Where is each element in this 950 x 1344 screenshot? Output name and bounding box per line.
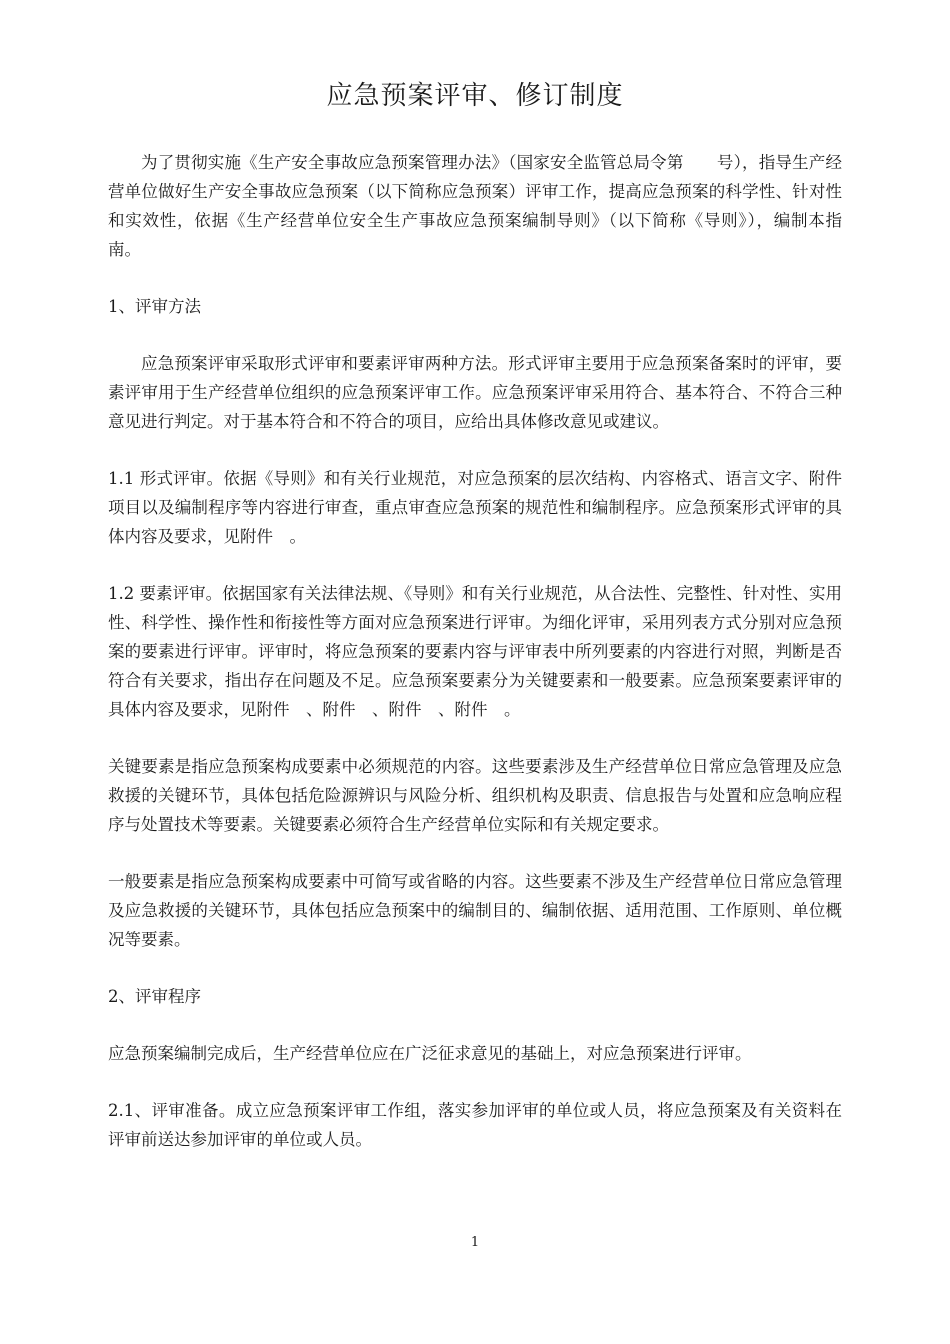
review-procedure-paragraph: 应急预案编制完成后，生产经营单位应在广泛征求意见的基础上，对应急预案进行评审。	[108, 1044, 752, 1063]
general-elements-paragraph: 一般要素是指应急预案构成要素中可简写或省略的内容。这些要素不涉及生产经营单位日常应急管理及应急救援的关键环节，具体包括应急预案中的编制目的、编制依据、适用范围、工作原则、单位概况等要素。	[108, 872, 842, 949]
key-elements-paragraph: 关键要素是指应急预案构成要素中必须规范的内容。这些要素涉及生产经营单位日常应急管理及应急救援的关键环节，具体包括危险源辨识与风险分析、组织机构及职责、信息报告与处置和应急响应程序与处置技术等要素。关键要素必须符合生产经营单位实际和有关规定要求。	[108, 757, 842, 834]
formal-review-paragraph: 1.1 形式评审。依据《导则》和有关行业规范，对应急预案的层次结构、内容格式、语言文字、附件项目以及编制程序等内容进行审查，重点审查应急预案的规范性和编制程序。应急预案形式评审的具体内容及要求，见附件 。	[108, 469, 842, 546]
document-page	[108, 70, 842, 1182]
section-heading-review-procedure: 2、评审程序	[108, 987, 201, 1006]
review-preparation-paragraph: 2.1、评审准备。成立应急预案评审工作组，落实参加评审的单位或人员，将应急预案及有关资料在评审前送达参加评审的单位或人员。	[108, 1101, 842, 1149]
review-method-paragraph: 应急预案评审采取形式评审和要素评审两种方法。形式评审主要用于应急预案备案时的评审，要素评审用于生产经营单位组织的应急预案评审工作。应急预案评审采用符合、基本符合、不符合三种意见进行判定。对于基本符合和不符合的项目，应给出具体修改意见或建议。	[108, 354, 842, 431]
element-review-paragraph: 1.2 要素评审。依据国家有关法律法规、《导则》和有关行业规范，从合法性、完整性、针对性、实用性、科学性、操作性和衔接性等方面对应急预案进行评审。为细化评审，采用列表方式分别对应急预案的要素进行评审。评审时，将应急预案的要素内容与评审表中所列要素的内容进行对照，判断是否符合有关要求，指出存在问题及不足。应急预案要素分为关键要素和一般要素。应急预案要素评审的具体内容及要求，见附件 、附件 、附件 、附件 。	[108, 584, 842, 719]
page-number: 1	[470, 1235, 480, 1250]
section-heading-review-method: 1、评审方法	[108, 297, 201, 316]
document-title: 应急预案评审、修订制度	[326, 81, 624, 111]
intro-paragraph: 为了贯彻实施《生产安全事故应急预案管理办法》（国家安全监管总局令第 号），指导生产经营单位做好生产安全事故应急预案（以下简称应急预案）评审工作，提高应急预案的科学性、针对性和实效性，依据《生产经营单位安全生产事故应急预案编制导则》（以下简称《导则》），编制本指南。	[108, 153, 842, 259]
